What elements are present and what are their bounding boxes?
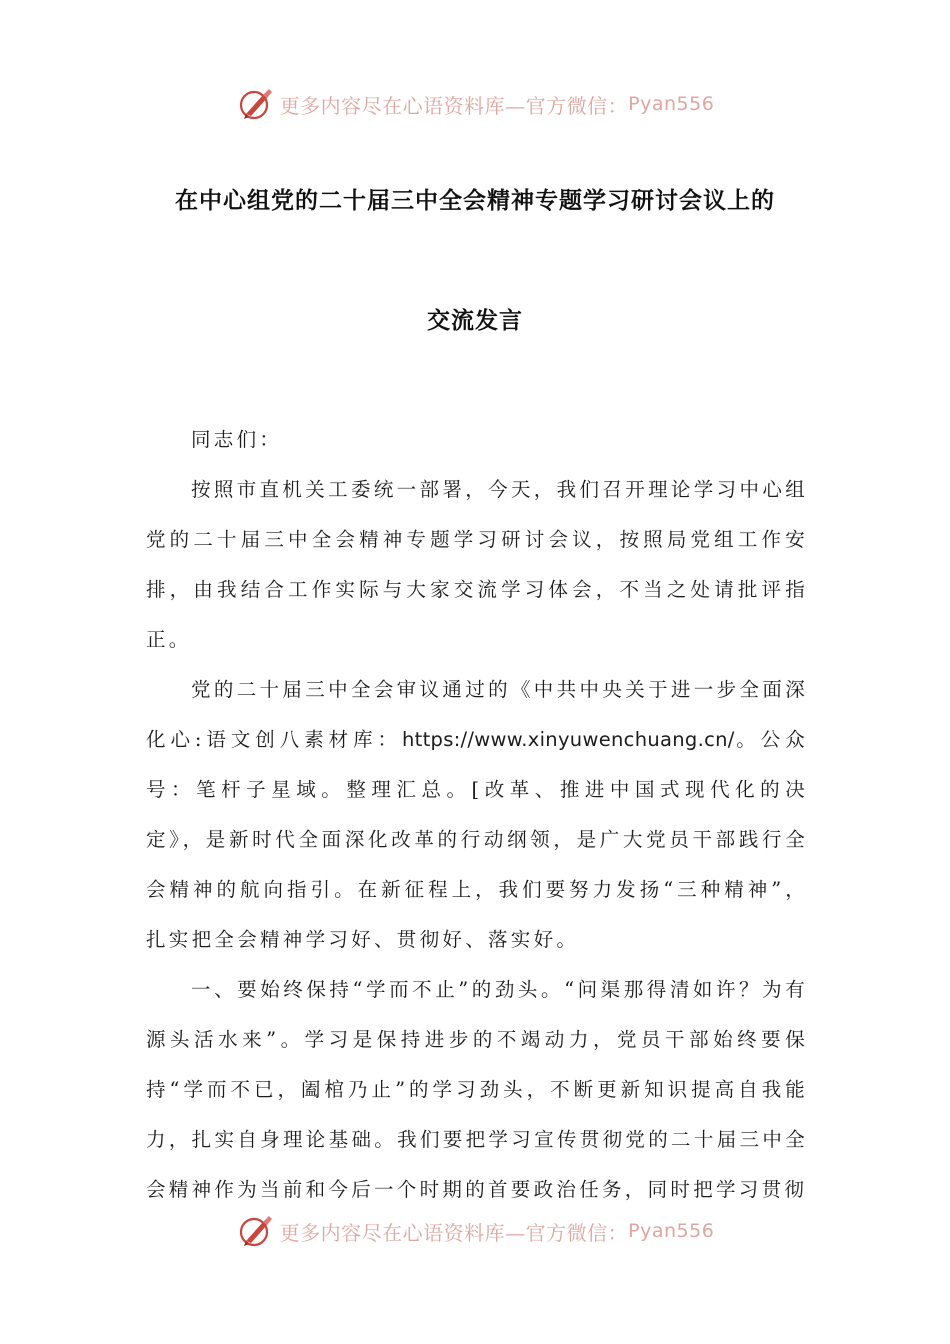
watermark-text: 更多内容尽在心语资料库—官方微信：	[279, 93, 629, 118]
source-url-link[interactable]: https://www.xinyuwenchuang.cn/	[402, 728, 735, 751]
document-title-line-1: 在中心组党的二十届三中全会精神专题学习研讨会议上的	[175, 188, 775, 214]
paragraph-2	[146, 665, 808, 965]
paragraph-3: 一、要始终保持“学而不止”的劲头。“问渠那得清如许？为有源头活水来”。学习是保持进步的不竭动力，党员干部始终要保持“学而不已，阖棺乃止”的学习劲头，不断更新知识提高自我能力，扎实自身理论基础。我们要把学习宣传贯彻党的二十届三中全会精神作为当前和今后一个时期的首要政治任务，同时把学习贯彻	[146, 978, 808, 1201]
watermark-wechat-id: Pyan556	[628, 1220, 715, 1242]
watermark-banner-top	[0, 82, 950, 126]
paragraph-1: 按照市直机关工委统一部署，今天，我们召开理论学习中心组党的二十届三中全会精神专题学习研讨会议，按照局党组工作安排，由我结合工作实际与大家交流学习体会，不当之处请批评指正。	[146, 478, 808, 651]
document-title-line-2: 交流发言	[427, 308, 523, 334]
salutation: 同志们：	[191, 428, 283, 451]
pen-logo-icon	[236, 1211, 276, 1251]
paragraph-2-part-b: 。公众号：笔杆子星域。整理汇总。[改革、推进中国式现代化的决定》，是新时代全面深化改革的行动纲领，是广大党员干部践行全会精神的航向指引。在新征程上，我们要努力发扬“三种精神”，扎实把全会精神学习好、贯彻好、落实好。	[146, 728, 808, 951]
watermark-banner-bottom	[0, 1209, 950, 1253]
watermark-wechat-id: Pyan556	[628, 93, 715, 115]
watermark-text: 更多内容尽在心语资料库—官方微信：	[279, 1220, 629, 1245]
pen-logo-icon	[236, 84, 276, 124]
document-body	[146, 415, 808, 1215]
paragraph-2-part-a: 党的二十届三中全会审议通过的《中共中央关于进一步全面深化心:语文创八素材库：	[146, 678, 808, 751]
